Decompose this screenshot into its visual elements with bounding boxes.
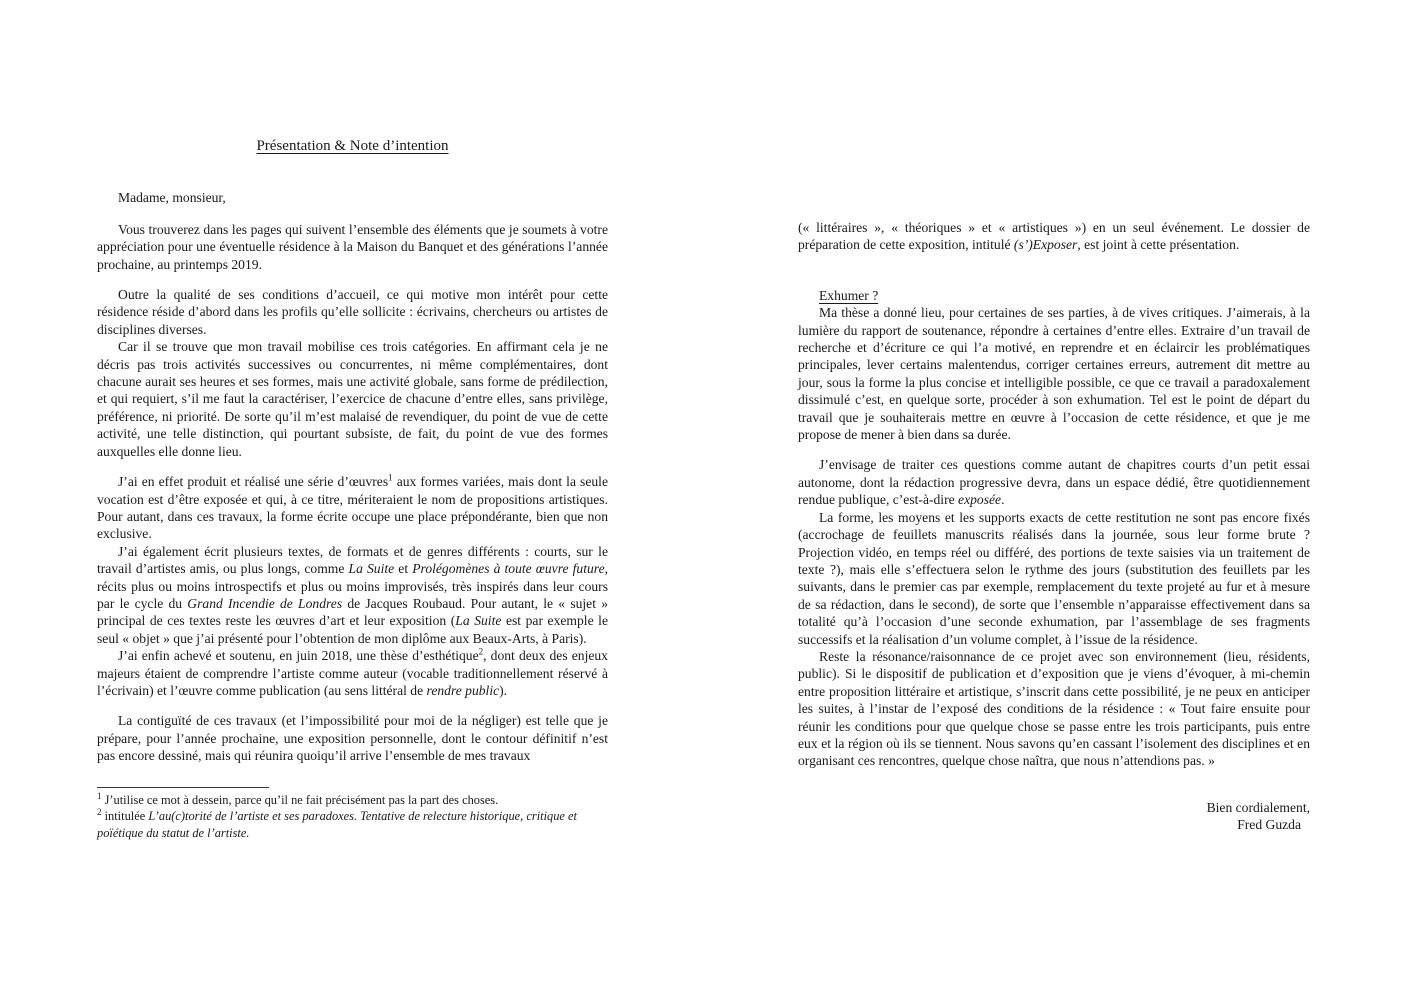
signature-closing: Bien cordialement, <box>1206 799 1310 815</box>
paragraph-left-6: J’ai enfin achevé et soutenu, en juin 2018, une thèse d’esthétique$^2$, dont deux des enjeux majeurs étaient de comprendre l’artiste comme auteur (vocable traditionnellement réservé à l’écrivain) et l’œuvre comme publication (au sens littéral de rendre public). <box>97 646 608 698</box>
footnote-1: $^1$ J’utilise ce mot à dessein, parce qu’il ne fait précisément pas la part des choses. <box>97 790 499 807</box>
paragraph-right-3: J’envisage de traiter ces questions comme autant de chapitres courts d’un petit essai autonome, dont la rédaction progressive devra, dans un espace dédié, être quotidiennement rendue publique, c’est-à-dire exposée. <box>798 457 1310 508</box>
paragraph-left-4: J’ai en effet produit et réalisé une série d’œuvres$^1$ aux formes variées, mais dont la seule vocation est d’être exposée et qui, à ce titre, mériteraient le nom de propositions artistiques. Pour autant, dans ces travaux, la forme écrite occupe une place prépondérante, bien que non exclusive. <box>97 472 608 542</box>
section-heading-text: Exhumer ? <box>819 287 879 303</box>
paragraph-right-1: (« littéraires », « théoriques » et « artistiques ») en un seul événement. Le dossier de préparation de cette exposition, intitulé (s’)Exposer, est joint à cette présentation. <box>798 220 1310 253</box>
paragraph-right-2: Ma thèse a donné lieu, pour certaines de ses parties, à de vives critiques. J’aimerais, à la lumière du rapport de soutenance, répondre à certaines d’entre elles. Extraire d’un travail de recherche et d’écriture ce qui l’a motivé, en reprendre et en éclaircir les problématiques principales, lever certains malentendus, corriger certaines erreurs, autrement dit mettre au jour, sous la forme la plus concise et intelligible possible, ce que ce travail a paradoxalement dissimulé c’est, en quelque sorte, procéder à son exhumation. Tel est le point de départ du travail que je souhaiterais mettre en œuvre à l’occasion de cette résidence, et que je me propose de mener à bien dans sa durée. <box>798 305 1310 443</box>
paragraph-left-1: Vous trouverez dans les pages qui suivent l’ensemble des éléments que je soumets à votre appréciation pour une éventuelle résidence à la Maison du Banquet et des générations l’année prochaine, au printemps 2019. <box>97 221 608 272</box>
right-page <box>798 219 1310 834</box>
paragraph-right-4: La forme, les moyens et les supports exacts de cette restitution ne sont pas encore fixés (accrochage de feuillets manuscrits réalisés dans la journée, sous leur forme brute ? Projection vidéo, en temps réel ou différé, des portions de texte saisies via un traitement de texte ?), mais elle s’effectuera selon le rythme des jours (substitution des feuillets par les suivants, dans le premier cas par exemple, remplacement du texte projeté au fur et à mesure de sa rédaction, dans le second), de sorte que l’ensemble n’apparaisse effectivement dans sa totalité qu’à l’occasion d’une seconde exhumation, par l’assemblage de ses fragments successifs et la réalisation d’un volume complet, à l’issue de la résidence. <box>798 509 1310 647</box>
paragraph-left-5: J’ai également écrit plusieurs textes, de formats et de genres différents : courts, sur le travail d’artistes amis, ou plus longs, comme La Suite et Prolégomènes à toute œuvre future, récits plus ou moins introspectifs et plus ou moins improvisés, très inspirés dans leur cours par le cycle du Grand Incendie de Londres de Jacques Roubaud. Pour autant, le « sujet » principal de ces textes reste les œuvres d’art et leur exposition (La Suite est par exemple le seul « objet » que j’ai présenté pour l’obtention de mon diplôme aux Beaux-Arts, à Paris). <box>97 543 609 646</box>
signature-name: Fred Guzda <box>1237 817 1301 833</box>
footnote-separator <box>97 787 269 788</box>
footnote-2: $^2$ intitulée L’au(c)torité de l’artiste et ses paradoxes. Tentative de relecture historique, critique et poïétique du statut de l’artiste. <box>97 807 577 840</box>
paragraph-left-3: Car il se trouve que mon travail mobilise ces trois catégories. En affirmant cela je ne décris pas trois activités successives ou concurrentes, ni même complémentaires, dont chacune aurait ses heures et ses formes, mais une activité globale, sans forme de prédilection, et qui requiert, s’il me faut la caractériser, l’exercice de chacune d’entre elles, sans privilège, préférence, ni priorité. De sorte qu’il m’est malaisé de revendiquer, du point de vue de cette activité, une telle distinction, qui pourtant subsiste, de fait, du point de vue des formes auxquelles elle donne lieu. <box>97 339 608 459</box>
left-page <box>97 138 608 841</box>
paragraph-left-7: La contiguïté de ces travaux (et l’impossibilité pour moi de la négliger) est telle que je prépare, pour l’année prochaine, une exposition personnelle, dont le contour définitif n’est pas encore dessiné, mais qui réunira quoiqu’il arrive l’ensemble de mes travaux <box>97 713 608 764</box>
section-heading-exhumer <box>798 287 1310 304</box>
footnotes <box>97 787 608 842</box>
paragraph-left-2: Outre la qualité de ses conditions d’accueil, ce qui motive mon intérêt pour cette résidence réside d’abord dans les profils qu’elle sollicite : écrivains, chercheurs ou artistes de disciplines diverses. <box>97 287 608 337</box>
signature-block <box>798 799 1310 834</box>
salutation: Madame, monsieur, <box>118 190 226 206</box>
page-title: Présentation & Note d’intention <box>256 138 449 154</box>
paragraph-right-5: Reste la résonance/raisonnance de ce projet avec son environnement (lieu, résidents, public). Si le dispositif de publication et d’exposition que je viens d’évoquer, à mi-chemin entre proposition littéraire et artistique, s’inscrit dans cette possibilité, je ne peux en anticiper les suites, à l’instar de l’exposé des conditions de la résidence : « Tout faire ensuite pour réunir les conditions pour que quelque chose se passe entre les trois participants, puis entre eux et la région où ils se tiennent. Nous savons qu’en cassant l’isolement des disciplines et en organisant ces rencontres, quelque chose naîtra, que nous n’attendions pas. » <box>798 648 1310 769</box>
